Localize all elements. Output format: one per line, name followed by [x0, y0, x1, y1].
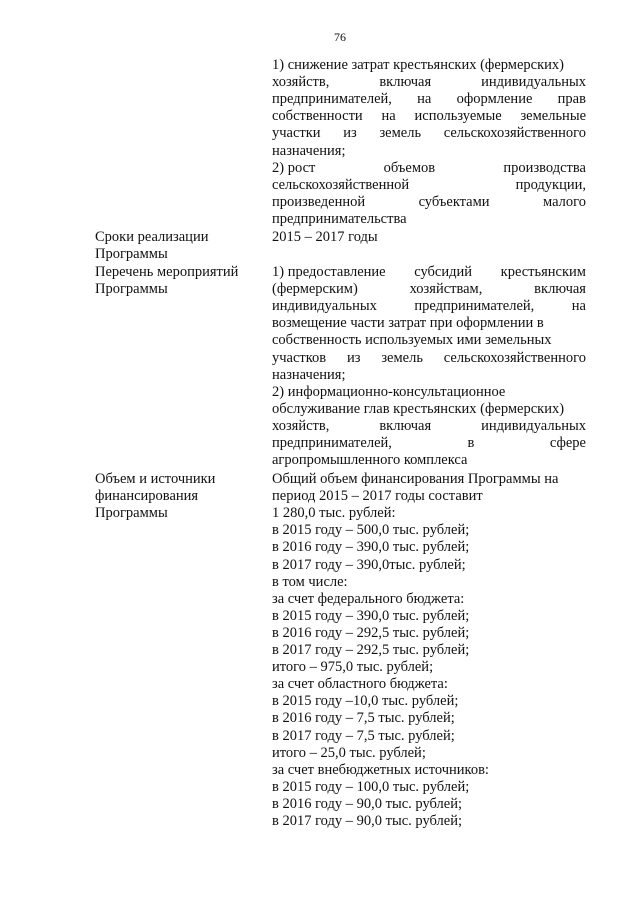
term-value: 2015 – 2017 годы [272, 229, 378, 245]
goals-line [272, 160, 586, 177]
finance-line: итого – 25,0 тыс. рублей; [272, 744, 426, 761]
word: малого [543, 193, 586, 210]
word: 1) предоставление [272, 264, 386, 280]
word: участков [272, 349, 327, 366]
finance-line: за счет областного бюджета: [272, 676, 448, 693]
word: 2) рост [272, 159, 316, 176]
word: предпринимателей, [414, 298, 535, 315]
goals-line [272, 91, 586, 108]
word: предпринимателей, [272, 91, 392, 108]
events-label: Программы [95, 281, 168, 298]
word: из [343, 125, 357, 142]
finance-line: в 2015 году –10,0 тыс. рублей; [272, 693, 459, 710]
word: сфере [549, 435, 586, 451]
goals-line: назначения; [272, 142, 346, 159]
word: в [467, 435, 475, 451]
finance-line: итого – 975,0 тыс. рублей; [272, 659, 434, 676]
word: земель [381, 349, 423, 366]
word: земель [379, 125, 422, 142]
finance-line: в том числе: [272, 573, 348, 590]
goals-line [272, 125, 586, 142]
finance-line: в 2017 году – 90,0 тыс. рублей; [272, 813, 463, 829]
word: крестьянским [500, 264, 586, 280]
word: прав [557, 91, 586, 108]
word: хозяйств, [272, 417, 330, 434]
finance-label: финансирования [95, 488, 199, 505]
events-line: возмещение части затрат при оформлении в [272, 315, 544, 332]
events-line: 2) информационно-консультационное [272, 383, 506, 400]
word: используемые [414, 108, 502, 125]
finance-label: Программы [95, 505, 168, 522]
events-line: собственность используемых ими земельных [272, 332, 552, 349]
word: индивидуальных [272, 298, 377, 315]
word: собственности [272, 108, 363, 125]
word: оформление [456, 91, 533, 108]
finance-line: за счет внебюджетных источников: [272, 761, 489, 778]
word: продукции, [515, 176, 586, 193]
finance-line: в 2015 году – 390,0 тыс. рублей; [272, 607, 470, 624]
word: участки [272, 125, 321, 142]
word: на [381, 108, 396, 125]
goals-line [272, 108, 586, 125]
word: включая [534, 281, 586, 298]
finance-line: Общий объем финансирования Программы на [272, 471, 559, 487]
events-line: обслуживание глав крестьянских (фермерских) [272, 400, 565, 417]
finance-line: в 2016 году – 7,5 тыс. рублей; [272, 710, 455, 727]
word: объемов [383, 159, 436, 176]
word: сельскохозяйственного [443, 125, 586, 142]
term-label: Программы [95, 246, 168, 263]
word: включая [379, 74, 432, 91]
finance-line: 1 280,0 тыс. рублей: [272, 505, 396, 522]
word: предпринимателей, [272, 435, 392, 451]
events-line [272, 281, 586, 298]
word: из [346, 349, 361, 366]
word: хозяйств, [272, 74, 330, 91]
word: произведенной [272, 193, 366, 210]
word: на [571, 298, 586, 315]
events-line: назначения; [272, 366, 346, 383]
finance-line: в 2017 году – 390,0тыс. рублей; [272, 556, 466, 573]
word: (фермерским) [272, 281, 358, 298]
word: субсидий [414, 264, 473, 280]
finance-line: в 2015 году – 100,0 тыс. рублей; [272, 778, 470, 795]
events-label: Перечень мероприятий [95, 264, 239, 280]
events-line [272, 350, 586, 367]
word: земельные [520, 108, 586, 125]
goals-line: 1) снижение затрат крестьянских (фермерских) [272, 57, 564, 73]
finance-line: в 2017 году – 292,5 тыс. рублей; [272, 642, 470, 658]
finance-line: в 2015 году – 500,0 тыс. рублей; [272, 522, 470, 539]
events-line [272, 418, 586, 435]
finance-line: период 2015 – 2017 годы составит [272, 488, 483, 505]
word: сельскохозяйственного [443, 349, 586, 366]
finance-line: в 2017 году – 7,5 тыс. рублей; [272, 727, 455, 744]
goals-line: предпринимательства [272, 210, 407, 227]
finance-line: в 2016 году – 90,0 тыс. рублей; [272, 795, 463, 812]
word: субъектами [418, 193, 490, 210]
events-line: агропромышленного комплекса [272, 452, 468, 469]
events-line [272, 264, 586, 281]
finance-line: в 2016 году – 292,5 тыс. рублей; [272, 624, 470, 641]
goals-line [272, 177, 586, 194]
goals-line [272, 194, 586, 211]
word: производства [503, 159, 586, 176]
finance-label: Объем и источники [95, 471, 216, 487]
word: включая [379, 417, 432, 434]
word: индивидуальных [481, 417, 586, 434]
finance-line: за счет федерального бюджета: [272, 590, 465, 607]
finance-line: в 2016 году – 390,0 тыс. рублей; [272, 539, 470, 556]
page-number: 76 [334, 30, 346, 44]
word: хозяйствам, [409, 281, 483, 298]
events-line [272, 298, 586, 315]
word: индивидуальных [481, 74, 586, 91]
term-label: Сроки реализации [95, 229, 209, 245]
goals-line [272, 74, 586, 91]
word: сельскохозяйственной [272, 176, 410, 193]
word: на [417, 91, 432, 108]
events-line [272, 435, 586, 452]
